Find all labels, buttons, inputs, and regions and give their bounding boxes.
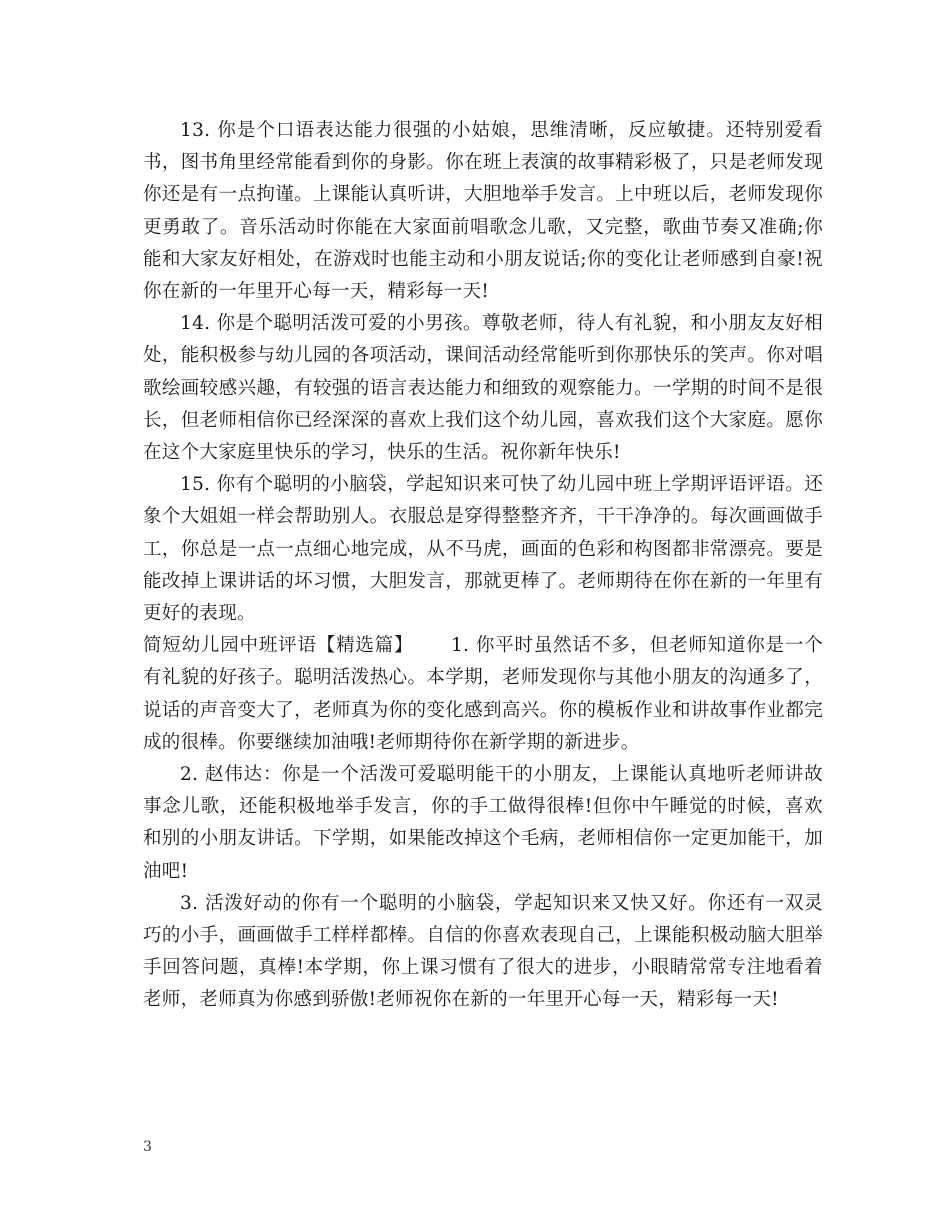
- section-heading: 简短幼儿园中班评语【精选篇】: [143, 635, 414, 657]
- section-item-1: 1. 你平时虽然话不多，但老师知道你是一个有礼貌的好孩子。聪明活泼热心。本学期，老师发现你与其他小朋友的沟通多了，说话的声音变大了，老师真为你的变化感到高兴。你的模板作业和讲故事作业都完成的很棒。你要继续加油哦!老师期待你在新学期的新进步。: [143, 635, 823, 753]
- document-body: [143, 115, 823, 1017]
- comment-paragraph-13: 13. 你是个口语表达能力很强的小姑娘，思维清晰，反应敏捷。还特别爱看书，图书角里经常能看到你的身影。你在班上表演的故事精彩极了，只是老师发现你还是有一点拘谨。上课能认真听讲，大胆地举手发言。上中班以后，老师发现你更勇敢了。音乐活动时你能在大家面前唱歌念儿歌，又完整，歌曲节奏又准确;你能和大家友好相处，在游戏时也能主动和小朋友说话;你的变化让老师感到自豪!祝你在新的一年里开心每一天，精彩每一天!: [143, 120, 823, 303]
- comment-paragraph-15: 15. 你有个聪明的小脑袋，学起知识来可快了幼儿园中班上学期评语评语。还象个大姐姐一样会帮助别人。衣服总是穿得整整齐齐，干干净净的。每次画画做手工，你总是一点一点细心地完成，从不马虎，画面的色彩和构图都非常漂亮。要是能改掉上课讲话的坏习惯，大胆发言，那就更棒了。老师期待在你在新的一年里有更好的表现。: [143, 474, 823, 625]
- section-item-3: 3. 活泼好动的你有一个聪明的小脑袋，学起知识来又快又好。你还有一双灵巧的小手，画画做手工样样都棒。自信的你喜欢表现自己，上课能积极动脑大胆举手回答问题，真棒!本学期，你上课习惯有了很大的进步，小眼睛常常专注地看着老师，老师真为你感到骄傲!老师祝你在新的一年里开心每一天，精彩每一天!: [143, 892, 823, 1011]
- page-number: 3: [143, 1139, 152, 1155]
- section-spacer: [413, 635, 451, 656]
- comment-paragraph-14: 14. 你是个聪明活泼可爱的小男孩。尊敬老师，待人有礼貌，和小朋友友好相处，能积极参与幼儿园的各项活动，课间活动经常能听到你那快乐的笑声。你对唱歌绘画较感兴趣，有较强的语言表达能力和细致的观察能力。一学期的时间不是很长，但老师相信你已经深深的喜欢上我们这个幼儿园，喜欢我们这个大家庭。愿你在这个大家庭里快乐的学习，快乐的生活。祝你新年快乐!: [143, 313, 823, 464]
- section-item-2: 2. 赵伟达：你是一个活泼可爱聪明能干的小朋友，上课能认真地听老师讲故事念儿歌，还能积极地举手发言，你的手工做得很棒!但你中午睡觉的时候，喜欢和别的小朋友讲话。下学期，如果能改掉这个毛病，老师相信你一定更加能干，加油吧!: [143, 764, 823, 882]
- section-paragraph: [143, 630, 823, 759]
